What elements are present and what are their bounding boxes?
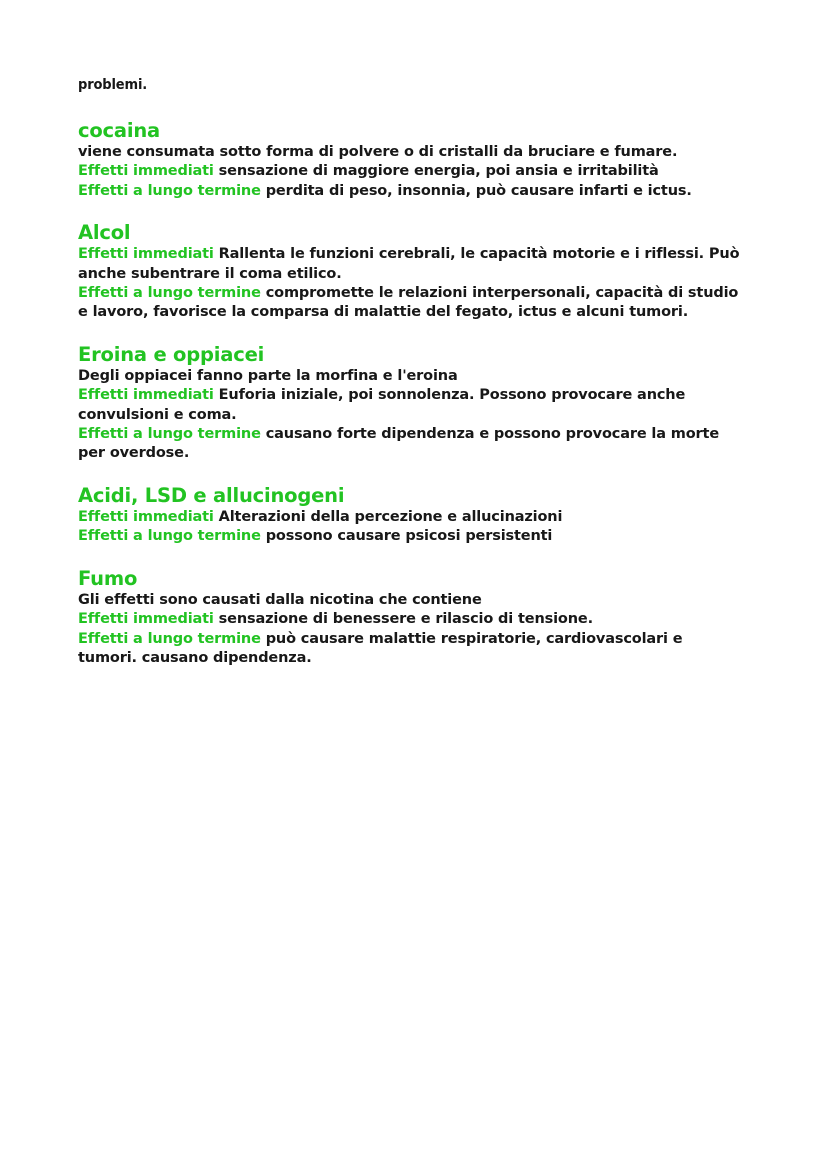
label-immediate-effects: Effetti immediati	[78, 387, 214, 404]
immediate-effects-text: sensazione di benessere e rilascio di tensione.	[218, 611, 593, 628]
longterm-effects-eroina	[78, 425, 740, 464]
immediate-effects-text: sensazione di maggiore energia, poi ansia e irritabilità	[218, 163, 659, 180]
section-alcol	[78, 221, 740, 323]
immediate-effects-text: Euforia iniziale, poi sonnolenza. Possono provocare anche convulsioni e coma.	[78, 387, 686, 423]
longterm-effects-fumo	[78, 630, 740, 669]
section-fumo	[78, 567, 740, 669]
immediate-effects-cocaina	[78, 162, 740, 181]
longterm-effects-cocaina	[78, 182, 740, 201]
section-heading-eroina-e-oppiacei: Eroina e oppiacei	[78, 342, 265, 366]
section-heading-cocaina: cocaina	[78, 119, 160, 142]
longterm-effects-text: compromette le relazioni interpersonali, capacità di studio e lavoro, favorisce la comparsa di malattie del fegato, ictus e alcuni tumori.	[78, 285, 739, 321]
label-longterm-effects: Effetti a lungo termine	[78, 426, 261, 443]
section-intro-text: Degli oppiacei fanno parte la morfina e l'eroina	[78, 367, 458, 384]
section-eroina-e-oppiacei	[78, 343, 740, 464]
longterm-effects-alcol	[78, 284, 740, 323]
section-heading-alcol: Alcol	[78, 221, 131, 245]
immediate-effects-fumo	[78, 610, 740, 629]
longterm-effects-text: causano forte dipendenza e possono provocare la morte per overdose.	[78, 426, 720, 462]
document-body	[78, 76, 740, 668]
section-intro-text: Gli effetti sono causati dalla nicotina che contiene	[78, 591, 482, 608]
label-longterm-effects: Effetti a lungo termine	[78, 630, 261, 647]
longterm-effects-acidi	[78, 527, 740, 546]
section-intro-eroina	[78, 367, 740, 386]
section-intro-fumo	[78, 591, 740, 610]
section-intro-cocaina	[78, 143, 740, 162]
label-longterm-effects: Effetti a lungo termine	[78, 285, 261, 302]
section-heading-acidi-lsd-e-allucinogeni: Acidi, LSD e allucinogeni	[78, 483, 345, 507]
label-immediate-effects: Effetti immediati	[78, 611, 214, 628]
immediate-effects-eroina	[78, 386, 740, 425]
longterm-effects-text: perdita di peso, insonnia, può causare infarti e ictus.	[265, 182, 692, 199]
label-immediate-effects: Effetti immediati	[78, 163, 214, 180]
immediate-effects-acidi	[78, 508, 740, 527]
label-immediate-effects: Effetti immediati	[78, 246, 214, 263]
section-intro-text: viene consumata sotto forma di polvere o di cristalli da bruciare e fumare.	[78, 144, 678, 160]
label-immediate-effects: Effetti immediati	[78, 508, 214, 525]
label-longterm-effects: Effetti a lungo termine	[78, 528, 261, 545]
immediate-effects-text: Alterazioni della percezione e allucinazioni	[218, 508, 563, 525]
section-heading-fumo: Fumo	[78, 566, 138, 590]
longterm-effects-text: possono causare psicosi persistenti	[265, 528, 553, 545]
section-cocaina	[78, 119, 740, 201]
immediate-effects-alcol	[78, 245, 740, 284]
intro-continuation-line: problemi.	[78, 77, 148, 93]
immediate-effects-text: Rallenta le funzioni cerebrali, le capacità motorie e i riflessi. Può anche subentrare il coma etilico.	[78, 246, 740, 282]
section-acidi-lsd-e-allucinogeni	[78, 484, 740, 547]
longterm-effects-text: può causare malattie respiratorie, cardiovascolari e tumori. causano dipendenza.	[78, 630, 683, 666]
label-longterm-effects: Effetti a lungo termine	[78, 182, 261, 199]
